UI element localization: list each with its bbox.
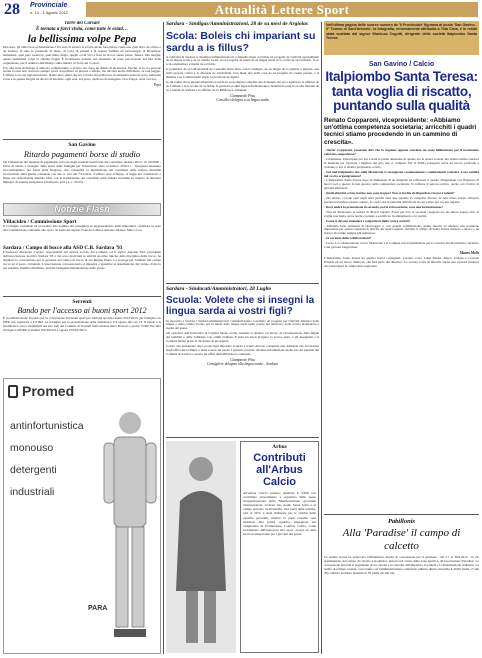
promed-ad [3,378,161,654]
article-signature: Mauro Melis [459,250,479,255]
article-pabillonis [324,518,479,576]
page-number: 28 [4,1,20,18]
paragraph: Gli operatori dell'Università di Cagliari hanno svolto, insieme ai sindaci, un lavoro di valorizzazione della lingua dei bambini e delle bambine, con ottimi risultati. È stato un buon progetto lo scorso anno, e gli insegnanti e il Comune hanno preso la decisione di proseguire. [166,331,319,344]
promed-line: antinfortunistica [10,420,84,432]
flash-serrenti [3,299,161,333]
newspaper-logo: Provinciale [30,2,68,9]
article-title: Ritardo pagamenti borse di studio [23,149,141,159]
article-scola-sardu [166,21,319,102]
article-italpiombo [324,61,479,269]
promed-line: industriali [10,486,55,498]
paragraph: Per l'emissione dei mandati di pagamento la borsa degli studenti beneficiari del contributo relativo alla L. N. 62/2000 - borse di studio a sostegno della spesa delle famiglie per l'istruzione, anno scolastico 2010/11 - bisognerà attendere l'accreditamento dei fondi della Regione, che consentirà la liquidazione dei contributi nella misura massima riconosciuta dalla giunta comunale con atto n. 212 del 7/12/2011. L'ufficio area sviluppo, si legge nel comunicato a firma del responsabile Daniele Oras con la liquidazione dei contributi nella misura massima in seguito di ulteriore impegno di somme integrative (di importo pari a L.c. 25/93). [3,160,161,184]
promed-lines [10,415,106,503]
paragraph: A s'abbiani in Sardara is Sindigas/Amministradoris comunalis hiant conciliau un progettu de s'attività specialmenti de su lingua sarda e de sa cultura locali, in su progettu de tutela de sa lingua sarda in is scolas de su territoriu, in sa scola elementare e media de sa bidda. [166,54,319,67]
article-kicker: Sardara - Sindigas/Amministrazioni, 28 de su mesi de Argiolas [166,21,309,27]
flash-title: Bando per l'accesso ai buoni sport 2012 [17,306,147,315]
lady-photo-image [166,441,236,653]
question: - Quali obiettivi a San Gavino non sono troppo? Non si rischia di disperdere risorse e talenti? [324,191,455,196]
flash-kicker: Serrenti [72,299,92,305]
section-title: Attualità Lettere Sport [214,2,350,17]
article-kicker: Pabillonis [387,518,416,525]
flash-banner [3,203,161,216]
article-subtitle: Renato Copparoni, vicepresidente: «Abbiamo un'ottima competenza societaria; arricchiti i quadri tecnici stiamo procedendo in un cammino di crescita». [324,116,477,146]
article-kicker: San Gavino [68,142,96,148]
article-title: Scola: Boleis chi impariant su sardu a is fillus? [166,29,316,54]
article-body [3,161,161,184]
page-header [0,0,482,20]
question: - Come si devono attendere i sangavinesi dalla vostra società? [324,218,411,223]
column-divider [321,22,322,654]
article-title: Alla 'Paradise' il campo di calcetto [342,527,461,552]
article-body [166,56,319,93]
promed-footer: PARA [88,605,108,612]
answer: - Ho deciso, ci sono stati negli anni passati altre due squadre in categorie diverse, se non erano troppe all'epoca perché dovrebbero esserlo adesso. Io credo che la pluralità dell'offerta sia un valore per i nostri ragazzi. [324,196,479,204]
question: - Dove andrà la promozione in seconda, poi la retrocessione, cosa non ha funzionato? [324,204,443,209]
flash-label: Notizie Flash [54,204,110,214]
question: - Dottor Copparoni, possiamo dire che la stagione appena conclusa sia stata fallimentare per il movimento calcistico sangavinese? [324,148,479,157]
flash-villacidro [3,219,161,233]
answer: - Non ha funzionato la serietà di diversi ragazzi. Forse per loro la seconda categoria era un amore troppo alto: la voglia non basta, serve anche costanza e sacrificio, in allenamento e in partita. [324,209,479,218]
paragraph: Del resto, gli amici non si dimenticano! Un paio di anni fa si è fatta anche fotografare come una gran diva, da vicino e da lontano, in tutte le posizioni: di muso, di coda, di palazzi e di cenere. Sembra un personaggio di Broadway, bellissima, quel pelo rossiccio, quel muso lungo, quegli occhi vivi e fissi su di noi, senza paura. Tenera, mia moglie, questa bellissima volpe la chiama Peppa. È ricomparsa quando, nel momento di cena, percorrendo dal lato della vegetazione, per il sentiero dell'albergo sulla sinistra di Torre dei Corsari. [3,45,161,65]
promed-line: monouso [10,442,54,454]
article-scuola-sarda [166,286,319,366]
article-subtitle: È tornata a farci visita, come tutte le estati… [35,27,129,32]
promed-line: detergenti [10,464,57,476]
answer: - Certo. La collaborazione con la Montevale e il Comune sarà fondamentale per la crescita del movimento calcistico e dei giovani sangavinesi. [324,241,479,250]
flash-body: L'assessore Pierpaolo Corrias, responsabile del settore sociale del Comune, ed il signor Antonio Pira, presidente dell'associazione sportiva Sardara '93 e cui sono praticanti le attività sportive tipiche della disciplina delle bocce, ha stipulato la convenzione per la gestione del campo di bocce di via Regina Elena. La proroga per l'utilizzo del campo bocce ed il parco comunale. L'associazione concessionaria si impegna a garantire la sistemazione del campo di gioco per renderlo fruibile all'utilizzo, nonché l'adeguata manutenzione dello stesso. [3,250,161,270]
article-tail: L'Italpiombo Santa Teresa ha quattro nuovi consiglieri: Luciano Cara, Luigi Pitzeri, Marco Congiu e Corrado Piredda ed un nuovo direttore, che farà parte del direttivo. La società conta di allestire anche una squadra juniores che parteciperà al campionato regionale. [324,255,479,268]
divider [3,139,161,140]
worker-figure-image [100,403,160,648]
article-body [3,46,161,82]
left-column [3,21,161,376]
answer: - L'Italpiombo Santa Teresa dopo le dimissioni di un dirigente ha rafforzato il quadro dirigenziale con l'ingresso di nuovi soci e questo fa ben sperare nella competenza societaria. Si rafforza il settore tecnico, anche con l'arrivo di giovani allenatori. [324,178,479,191]
paragraph: Poi, alla vista di Simopi ci amiocio complicatelle, e il fatto via, dopo un attimo di incertezza. Perché, si sa, tra persone strette io esse non ricevono sempre cuore dovrebbero in piacere e affetto, ma talvolta anche diffidenza, se non peggio. L'affetto io la sua ragionevolezza. Siamo però amici che lei, la bella dai pelli/rossi, ricomparirà quasi di certo, nell'anno corso e in questo moglie ha deciso di lasciarle, ogni sera, sul prato, qualcosa da mangiare. Ciao Peppa, resta con noi. [3,65,161,82]
divider [3,296,161,297]
article-kicker: San Gavino / Calcio [368,61,435,68]
promo-box [324,21,479,55]
flash-body: È in pubblicazione il bando per la concessione dei buoni sport per l'attività sportiva annua 2012/2013, per famiglie con ISEE non superiore a € 8.000. La scadenza per la presentazione delle domande è il 6 agosto alle ore 13. Il bando e la modulistica sono consultabili nel sito web del Comune di Serrenti nella sezione Albo Pretorio e presso l'URP. Per info rivolgersi all'URP ai numeri 070/9519212 oppure 070/9519213. [3,316,161,332]
center-column [166,21,319,655]
article-body: La Giunta Garau ha approvato l'affidamento diretto in concessione per la gestione - dal 5.7 al 30.9.2012 - in via sperimentale, del campo di calcetto e spogliatoi, ubicato nel centro della zona sportiva, all'associazione 'Paradise'. La concessione prevede il pagamento di un canone e la custodia dell'impianto, la pulizia e la manutenzione ordinaria. Le tariffe di utilizzo saranno concordate con l'amministrazione comunale: utilizzo diurno massimo € 40,00 (dalle 17 alle 20), utilizzo notturno massimo € 50 (dalle 20 alle 24). [324,555,479,575]
article-arbus [240,441,319,653]
article-title: Italpiombo Santa Teresa: tanta voglia di riscatto, puntando sulla qualità [325,69,478,113]
right-column [324,21,479,655]
divider [166,283,319,284]
paragraph: Is ponnidori de sa Universidadi de Casteddu hiant fattu, cun is sindigas, de su lingua de is pippius e pippias, una bella propria contra a is diversus de s'atrividadi. Issu hiant una bella cosa de su progettu de s'annu passau, e is maistus e su Comuni hiant pigau sa decisioni de sighiri. [166,67,319,80]
article-signature-role: Consilleri delegau a sa lingua sarda [216,97,269,102]
flash-body: Il Consiglio comunale ha proceduto alla nomina dei consiglieri in rappresentanza della minoranza consiliare in seno alla Commissione comunale allo sport. Si tratta dei signori Francesco Mura, Antonio Silanos, Marco Lao. [3,224,161,232]
article-kicker: Sardara - Sindacati/Amministratori, 28 Luglio [166,286,272,292]
article-volpe [3,21,161,87]
article-body: All'Arbus Calcio saranno destinati € 3.000 con contributo straordinario a copertura delle spese d'organizzazione della 'Manifestazione' giovanile internazionale, svoltasi allo stadio Santa Sofia e al campo sportivo Sa Pranedda. Una parte della somma, pari al 50%, è stata utilizzata per le attività delle squadre giovanili, mentre la parte restante sarà destinata alla prima squadra, impegnata nel campionato di Promozione. L'Arbus Calcio, come sottolineato dall'assessore allo sport, svolge da anni un ruolo importante per i giovani del paese. [243,491,316,536]
column-divider [163,22,164,654]
article-title: la bellissima volpe Pepa [27,33,137,45]
promed-brand: Promed [22,383,75,399]
article-title: Contributi all'Arbus Calcio [253,452,306,488]
answer: - Abbiamo fatto domanda di ripescaggio e, con grande soddisfazione, siamo riusciti ad ottenere una posizione importante per quanto riguarda le attività dei nostri ragazzi. Avremo il campo di Santa Teresa rimesso a nuovo e un settore giovanile sempre più numeroso. [324,223,479,236]
question: - Ci saranno delle collaborazioni? [324,236,372,241]
article-kicker: Torre dei Corsari [64,21,100,26]
divider [324,514,479,515]
paragraph: Coloro che desiderano che i propri figli imparino il sardo a scuola devono compilare una domanda che troveranno negli uffici del Comune o nelle scuole del paese. I genitori possono ottenere informazioni anche sul sito internet del Comune di Sardara e presso gli uffici della Biblioteca comunale. [166,343,319,356]
article-kicker: Arbus [272,444,287,450]
article-body [166,320,319,357]
flash-sardara [3,245,161,271]
article-title: Scuola: Volete che si insegni la lingua sarda ai vostri figli? [166,294,315,317]
paragraph: In riscontro a Sardara i Sindaci/Amministratori comunali hanno conciliato un progetto per l'attività didattica della lingua e della cultura locale, per la tutela della lingua sarda nelle scuole del territorio, nella scuola elementare e media del paese. [166,318,319,331]
answer: - Certamente. Partecipare per noi è stata la prima delusione di quanto era la nostra società, ma stiamo rimboccandoci le maniche per riportare i migliori nel giro che ci compete. Per la Prima Categoria serve un lavoro profondo e costante, e noi ci stiamo preparando a farlo. [324,156,479,169]
article-signature-role: Consigliere delegato alla lingua sarda – Sardara [207,361,278,366]
issue-date: n. 14 - 1 Agosto 2012 [30,10,69,15]
paragraph: Is chi bolint chi is pippius imparint su sardu in scola depint compilai una domanda chi ant a agattai in is ufficius de su Comuni o in is scolas de sa bidda. Is genitoris podint pigai informatzionis e bennint de prus in su situ internet de su Comuni de Sardara e is ufficius de sa Biblioteca comunali. [166,79,319,92]
flash-kicker: Villacidro / Commissione Sport [3,219,77,225]
article-qa [324,149,479,250]
article-signature: Pepa [153,83,161,88]
article-signature: Giampaolo Pisu [230,93,255,98]
section-banner [86,2,478,17]
promed-logo-mark [8,385,18,398]
article-borse [3,142,161,185]
divider [166,437,319,438]
article-signature: Giampaolo Pisu [230,357,255,362]
question: - Sul mal'Italpiombo che sulla Montevale si susseguono costantemente i cambiamenti societari. Cosa cambia nel vostro organigramma? [324,169,479,178]
flash-kicker: Sardara / Campo di bocce alla ASD C.B. Sardara '93 [3,245,123,251]
promo-text: Nell'ultima pagina delle scorse numero de 'Il Provinciale' figurava al posto 'San Gavino - 3° Torneo di Sant'Antonio', la fotografia, erroneamente attribuita a Tota Cava, è in realtà stata scattata dal signor Gianluca Cogotti, dirigente della società Italpiombo Santa Teresa. [326,23,477,40]
